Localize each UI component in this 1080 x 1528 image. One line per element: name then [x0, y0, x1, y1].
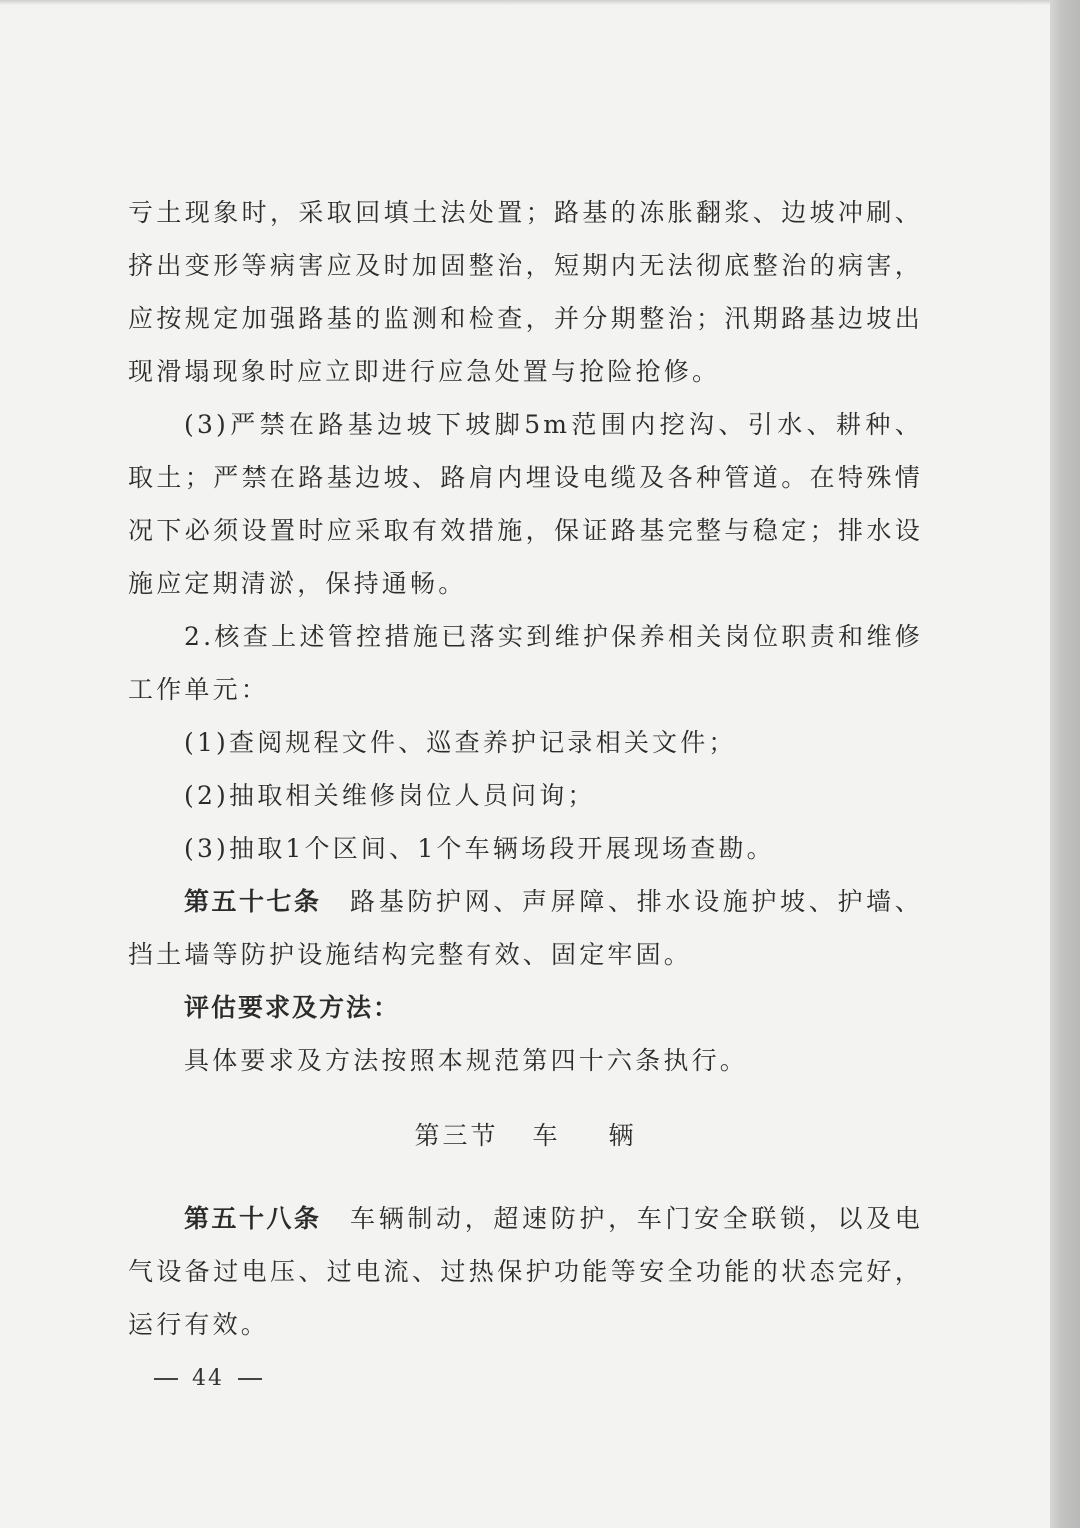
paragraph-5: (3)抽取1个区间、1个车辆场段开展现场查勘。: [184, 834, 775, 863]
eval-text: 具体要求及方法按照本规范第四十六条执行。: [184, 1046, 749, 1075]
article-57-label: 第五十七条: [184, 887, 322, 916]
page-edge: [1050, 0, 1080, 1528]
page-top-shadow: [0, 0, 1050, 5]
eval-paragraph: [128, 981, 923, 1034]
page-number: 44: [192, 1366, 224, 1391]
paragraph-3: (1)查阅规程文件、巡查养护记录相关文件；: [184, 728, 737, 757]
page-footer: [140, 1366, 276, 1391]
paragraph-4: (2)抽取相关维修岗位人员问询；: [184, 781, 596, 810]
document-body: [128, 186, 923, 1351]
article-58-label: 第五十八条: [184, 1204, 322, 1233]
article-58-text: 车辆制动，超速防护，车门安全联锁，以及电气设备过电压、过电流、过热保护功能等安全功能的状态完好，运行有效。: [128, 1204, 923, 1339]
section-heading: [128, 1109, 923, 1162]
paragraph-0: 亏土现象时，采取回填土法处置；路基的冻胀翻浆、边坡冲刷、挤出变形等病害应及时加固整治，短期内无法彻底整治的病害，应按规定加强路基的监测和检查，并分期整治；汛期路基边坡出现滑塌现象时应立即进行应急处置与抢险抢修。: [128, 198, 923, 386]
paragraph-2: 2.核查上述管控措施已落实到维护保养相关岗位职责和维修工作单元：: [128, 622, 923, 704]
section-heading-part1: 第三节: [414, 1121, 499, 1150]
article-57: [128, 875, 923, 981]
section-heading-part3: 辆: [608, 1121, 637, 1150]
article-57-text: 路基防护网、声屏障、排水设施护坡、护墙、挡土墙等防护设施结构完整有效、固定牢固。: [128, 887, 923, 969]
section-heading-part2: 车: [532, 1121, 561, 1150]
footer-dash-left: [154, 1378, 178, 1380]
footer-dash-right: [238, 1378, 262, 1380]
eval-heading: 评估要求及方法：: [184, 993, 401, 1022]
article-58: [128, 1192, 923, 1351]
paragraph-1: (3)严禁在路基边坡下坡脚5m范围内挖沟、引水、耕种、取土；严禁在路基边坡、路肩内埋设电缆及各种管道。在特殊情况下必须设置时应采取有效措施，保证路基完整与稳定；排水设施应定期清淤，保持通畅。: [128, 410, 923, 598]
